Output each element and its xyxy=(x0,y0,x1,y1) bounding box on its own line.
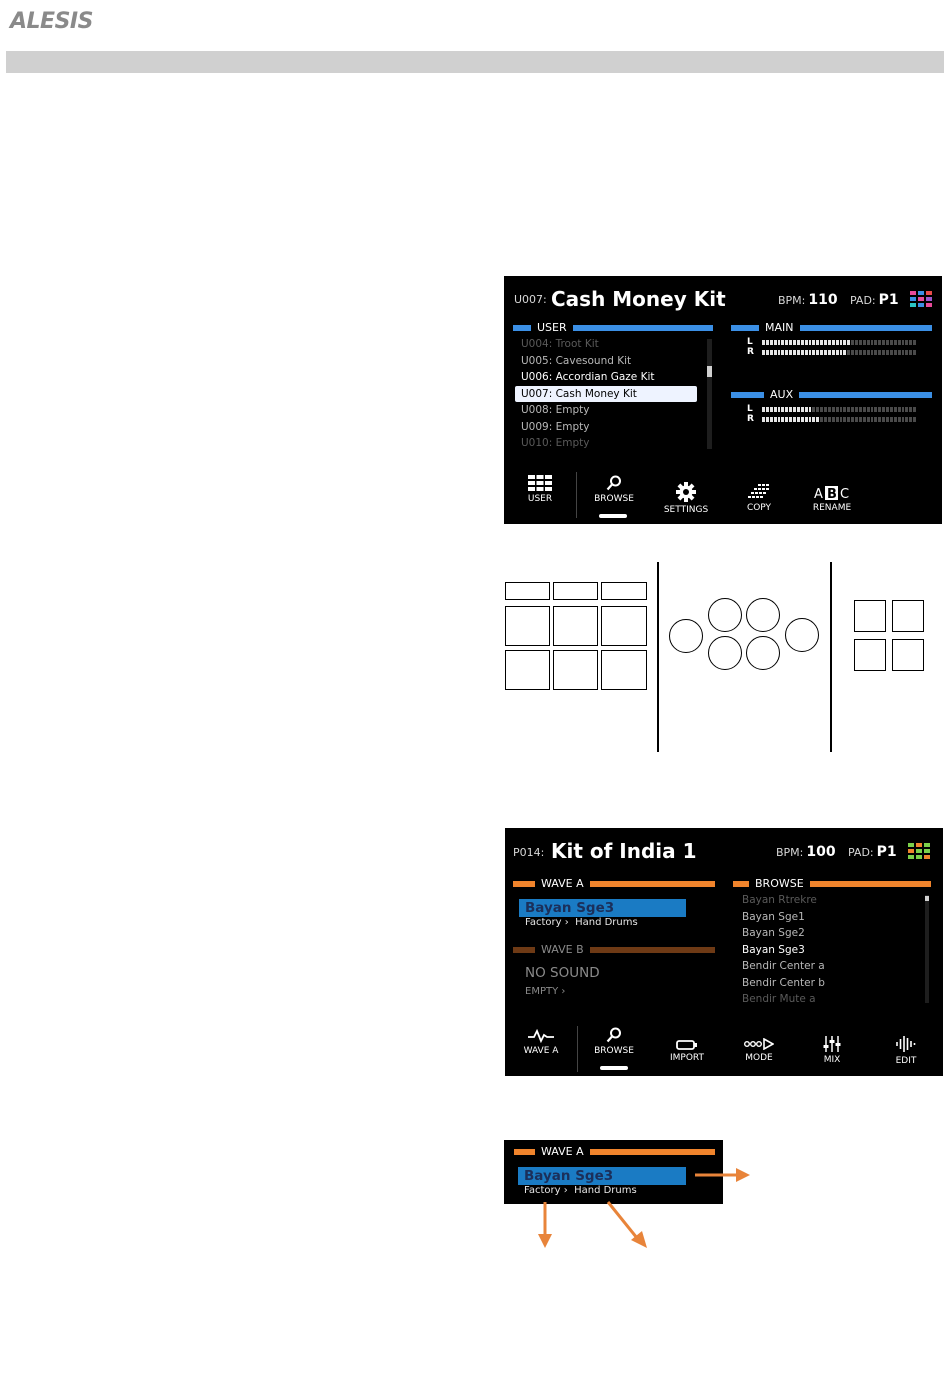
pad-layout-diagram xyxy=(500,560,930,752)
meter-segment xyxy=(836,407,839,412)
list-item[interactable]: U007: Cash Money Kit xyxy=(515,386,697,403)
meter-segment xyxy=(867,340,870,345)
meter-segment xyxy=(801,350,804,355)
aux-left-meter xyxy=(762,407,917,412)
meter-segment xyxy=(859,340,862,345)
list-item[interactable]: U005: Cavesound Kit xyxy=(521,354,632,367)
list-item[interactable]: Bendir Center b xyxy=(742,976,825,989)
list-item[interactable]: U010: Empty xyxy=(521,437,590,449)
meter-segment xyxy=(762,417,765,422)
main-right-label: R xyxy=(747,347,754,357)
meter-segment xyxy=(774,340,777,345)
meter-segment xyxy=(874,340,877,345)
meter-segment xyxy=(781,417,784,422)
meter-segment xyxy=(867,417,870,422)
meter-segment xyxy=(871,407,874,412)
meter-segment xyxy=(812,350,815,355)
list-item[interactable]: Bayan Rtrekre xyxy=(742,894,817,906)
meter-segment xyxy=(820,407,823,412)
pad-square xyxy=(892,600,924,632)
pad-square xyxy=(601,650,647,690)
waveform-icon xyxy=(528,1029,554,1043)
meter-segment xyxy=(778,340,781,345)
kit-browse-screen xyxy=(504,276,942,524)
wave-browse-scroll-thumb[interactable] xyxy=(925,896,929,901)
meter-segment xyxy=(905,407,908,412)
bpm-readout: BPM: 110 xyxy=(778,292,838,308)
pad-grid-icon xyxy=(908,843,930,859)
toolbar-edit-button[interactable] xyxy=(888,1035,924,1066)
aux-left-label: L xyxy=(747,404,753,414)
meter-segment xyxy=(816,340,819,345)
kit-list xyxy=(515,336,697,452)
list-item[interactable]: Bendir Center a xyxy=(742,960,825,972)
meter-segment xyxy=(851,350,854,355)
meter-segment xyxy=(840,340,843,345)
toolbar-divider xyxy=(577,1026,578,1072)
magnifier-icon xyxy=(606,475,622,491)
kit-code: P014: xyxy=(513,846,545,859)
meter-segment xyxy=(894,417,897,422)
meter-segment xyxy=(770,350,773,355)
toolbar-user-label: USER xyxy=(527,494,553,504)
meter-segment xyxy=(874,407,877,412)
meter-segment xyxy=(913,407,916,412)
meter-segment xyxy=(816,350,819,355)
toolbar-settings-button[interactable] xyxy=(656,482,716,515)
meter-segment xyxy=(840,407,843,412)
meter-segment xyxy=(828,340,831,345)
svg-text:B: B xyxy=(827,487,837,500)
meter-segment xyxy=(766,407,769,412)
meter-segment xyxy=(805,417,808,422)
alesis-logo: ALESIS xyxy=(10,9,93,34)
meter-segment xyxy=(832,407,835,412)
meter-segment xyxy=(805,340,808,345)
toolbar-mix-label: MIX xyxy=(823,1055,841,1065)
meter-segment xyxy=(905,340,908,345)
aux-right-meter xyxy=(762,417,917,422)
meter-segment xyxy=(840,350,843,355)
meter-segment xyxy=(847,340,850,345)
meter-segment xyxy=(913,417,916,422)
copy-icon xyxy=(748,484,770,500)
meter-segment xyxy=(805,350,808,355)
meter-segment xyxy=(812,407,815,412)
pad-square xyxy=(892,639,924,671)
list-item[interactable]: Bayan Sge2 xyxy=(742,927,805,939)
meter-segment xyxy=(847,417,850,422)
meter-segment xyxy=(878,350,881,355)
meter-segment xyxy=(781,350,784,355)
toolbar-copy-label: COPY xyxy=(746,503,772,513)
meter-segment xyxy=(859,417,862,422)
meter-segment xyxy=(797,417,800,422)
toolbar-import-label: IMPORT xyxy=(669,1053,705,1063)
kit-list-scroll-thumb[interactable] xyxy=(707,366,712,377)
meter-segment xyxy=(816,407,819,412)
meter-segment xyxy=(871,350,874,355)
meter-segment xyxy=(859,350,862,355)
meter-segment xyxy=(843,417,846,422)
pad-round xyxy=(669,619,703,653)
meter-segment xyxy=(843,407,846,412)
toolbar-browse-label: BROWSE xyxy=(594,494,634,504)
meter-segment xyxy=(886,340,889,345)
toolbar-browse-label: BROWSE xyxy=(594,1046,634,1056)
meter-segment xyxy=(789,350,792,355)
svg-text:C: C xyxy=(840,487,850,500)
pad-round xyxy=(785,618,819,652)
meter-segment xyxy=(909,407,912,412)
pad-readout: PAD: P1 xyxy=(850,292,899,308)
toolbar-mode-label: MODE xyxy=(745,1053,773,1063)
meter-segment xyxy=(828,350,831,355)
meter-segment xyxy=(878,417,881,422)
magnifier-icon xyxy=(606,1027,622,1043)
toolbar-wave-a-label: WAVE A xyxy=(523,1046,559,1056)
meter-segment xyxy=(863,417,866,422)
meter-segment xyxy=(770,407,773,412)
meter-segment xyxy=(824,417,827,422)
meter-segment xyxy=(797,407,800,412)
detail-wave-name: Bayan Sge3 xyxy=(524,1168,614,1184)
meter-segment xyxy=(762,350,765,355)
kit-list-scrollbar[interactable] xyxy=(707,339,712,449)
meter-segment xyxy=(843,340,846,345)
meter-segment xyxy=(778,350,781,355)
meter-segment xyxy=(871,340,874,345)
meter-segment xyxy=(793,350,796,355)
meter-segment xyxy=(867,407,870,412)
meter-segment xyxy=(812,340,815,345)
meter-segment xyxy=(793,340,796,345)
meter-segment xyxy=(913,340,916,345)
meter-segment xyxy=(793,417,796,422)
meter-segment xyxy=(778,407,781,412)
meter-segment xyxy=(882,350,885,355)
browse-active-indicator xyxy=(600,1066,628,1070)
meter-segment xyxy=(828,417,831,422)
meter-segment xyxy=(894,340,897,345)
mixer-icon xyxy=(823,1036,841,1052)
meter-segment xyxy=(909,417,912,422)
meter-segment xyxy=(905,417,908,422)
meter-segment xyxy=(785,350,788,355)
meter-segment xyxy=(909,340,912,345)
main-section-title: MAIN xyxy=(759,322,800,334)
pad-square xyxy=(553,650,598,690)
meter-segment xyxy=(886,417,889,422)
wave-browse-list xyxy=(736,892,916,1008)
import-icon xyxy=(676,1040,698,1050)
meter-segment xyxy=(843,350,846,355)
meter-segment xyxy=(851,340,854,345)
meter-segment xyxy=(863,340,866,345)
grid-icon xyxy=(528,475,552,491)
aux-section-title: AUX xyxy=(764,389,799,401)
meter-segment xyxy=(863,407,866,412)
browse-active-indicator xyxy=(599,514,627,518)
meter-segment xyxy=(863,350,866,355)
meter-segment xyxy=(774,417,777,422)
toolbar-browse-button[interactable] xyxy=(587,475,641,504)
meter-segment xyxy=(801,417,804,422)
pad-small xyxy=(601,582,647,600)
meter-segment xyxy=(890,407,893,412)
main-left-label: L xyxy=(747,337,753,347)
meter-segment xyxy=(785,417,788,422)
toolbar-wave-a-button[interactable] xyxy=(517,1029,565,1056)
meter-segment xyxy=(824,407,827,412)
pad-square xyxy=(854,639,886,671)
meter-segment xyxy=(855,407,858,412)
meter-segment xyxy=(801,407,804,412)
meter-segment xyxy=(809,350,812,355)
user-section-title: USER xyxy=(531,322,573,334)
meter-segment xyxy=(824,350,827,355)
meter-segment xyxy=(836,417,839,422)
meter-segment xyxy=(820,350,823,355)
toolbar-edit-label: EDIT xyxy=(895,1056,917,1066)
meter-segment xyxy=(855,340,858,345)
meter-segment xyxy=(851,417,854,422)
callout-arrows xyxy=(520,1160,760,1260)
meter-segment xyxy=(820,417,823,422)
meter-segment xyxy=(832,350,835,355)
meter-segment xyxy=(894,407,897,412)
kit-code: U007: xyxy=(514,293,547,306)
meter-segment xyxy=(898,340,901,345)
toolbar-user-button[interactable] xyxy=(517,475,563,504)
meter-segment xyxy=(847,350,850,355)
pad-square xyxy=(553,606,598,646)
wave-a-path: Factory › Hand Drums xyxy=(525,917,638,928)
kit-name: Cash Money Kit xyxy=(551,287,726,311)
toolbar-mix-button[interactable] xyxy=(814,1036,850,1065)
meter-segment xyxy=(766,350,769,355)
meter-segment xyxy=(789,407,792,412)
meter-segment xyxy=(902,407,905,412)
browse-section-title: BROWSE xyxy=(749,878,810,890)
toolbar-rename-button[interactable] xyxy=(804,486,860,513)
meter-segment xyxy=(886,350,889,355)
meter-segment xyxy=(797,350,800,355)
pad-square xyxy=(505,606,550,646)
meter-segment xyxy=(809,407,812,412)
meter-segment xyxy=(913,350,916,355)
pad-square xyxy=(505,650,550,690)
rename-icon xyxy=(814,486,850,500)
meter-segment xyxy=(801,340,804,345)
gear-icon xyxy=(676,482,696,502)
pad-round xyxy=(708,598,742,632)
list-item[interactable]: Bendir Mute a xyxy=(742,993,816,1005)
meter-segment xyxy=(898,417,901,422)
meter-segment xyxy=(902,340,905,345)
main-right-meter xyxy=(762,350,917,355)
meter-segment xyxy=(905,350,908,355)
wave-b-section-title: WAVE B xyxy=(535,944,590,956)
pad-square xyxy=(854,600,886,632)
meter-segment xyxy=(909,350,912,355)
meter-segment xyxy=(874,350,877,355)
meter-segment xyxy=(847,407,850,412)
pad-grid-icon xyxy=(910,291,932,307)
meter-segment xyxy=(781,407,784,412)
list-item[interactable]: U004: Troot Kit xyxy=(521,338,599,350)
meter-segment xyxy=(828,407,831,412)
wave-a-section-title: WAVE A xyxy=(535,878,590,890)
meter-segment xyxy=(812,417,815,422)
meter-segment xyxy=(836,340,839,345)
pad-round xyxy=(708,636,742,670)
meter-segment xyxy=(774,350,777,355)
meter-segment xyxy=(882,417,885,422)
meter-segment xyxy=(902,417,905,422)
meter-segment xyxy=(762,340,765,345)
meter-segment xyxy=(778,417,781,422)
meter-segment xyxy=(871,417,874,422)
meter-segment xyxy=(766,417,769,422)
toolbar-copy-button[interactable] xyxy=(736,484,782,513)
meter-segment xyxy=(859,407,862,412)
meter-segment xyxy=(789,340,792,345)
svg-text:A: A xyxy=(814,487,823,500)
list-item[interactable]: Bayan Sge1 xyxy=(742,910,805,923)
meter-segment xyxy=(774,407,777,412)
meter-segment xyxy=(793,407,796,412)
meter-segment xyxy=(890,417,893,422)
meter-segment xyxy=(781,340,784,345)
pad-small xyxy=(505,582,550,600)
meter-segment xyxy=(878,340,881,345)
meter-segment xyxy=(882,340,885,345)
aux-right-label: R xyxy=(747,414,754,424)
meter-segment xyxy=(785,340,788,345)
toolbar-rename-label: RENAME xyxy=(812,503,852,513)
meter-segment xyxy=(890,350,893,355)
meter-segment xyxy=(855,417,858,422)
detail-section-title: WAVE A xyxy=(535,1146,590,1158)
meter-segment xyxy=(797,340,800,345)
mode-icon xyxy=(744,1038,774,1050)
list-item[interactable]: Bayan Sge3 xyxy=(742,943,805,956)
meter-segment xyxy=(805,407,808,412)
pad-round xyxy=(746,598,780,632)
toolbar-browse-button[interactable] xyxy=(587,1027,641,1056)
meter-segment xyxy=(898,350,901,355)
section-header-bar xyxy=(6,51,944,73)
meter-segment xyxy=(898,407,901,412)
bpm-readout: BPM: 100 xyxy=(776,844,836,860)
wave-a-name: Bayan Sge3 xyxy=(525,900,615,916)
kit-name: Kit of India 1 xyxy=(551,839,697,863)
meter-segment xyxy=(874,417,877,422)
list-item[interactable]: U006: Accordian Gaze Kit xyxy=(521,371,655,383)
pad-square xyxy=(601,606,647,646)
edit-icon xyxy=(896,1035,916,1053)
meter-segment xyxy=(878,407,881,412)
list-item[interactable]: U009: Empty xyxy=(521,420,590,433)
pad-readout: PAD: P1 xyxy=(848,844,897,860)
pad-round xyxy=(746,636,780,670)
meter-segment xyxy=(886,407,889,412)
meter-segment xyxy=(824,340,827,345)
wave-b-path: EMPTY › xyxy=(525,986,566,997)
main-left-meter xyxy=(762,340,917,345)
toolbar-settings-label: SETTINGS xyxy=(663,505,709,515)
toolbar-import-button[interactable] xyxy=(665,1040,709,1063)
diagram-divider xyxy=(657,562,659,752)
detail-wave-path: Factory › Hand Drums xyxy=(524,1185,637,1196)
meter-segment xyxy=(836,350,839,355)
meter-segment xyxy=(820,340,823,345)
toolbar-mode-button[interactable] xyxy=(739,1038,779,1063)
meter-segment xyxy=(832,340,835,345)
meter-segment xyxy=(770,417,773,422)
wave-browse-screen xyxy=(505,828,943,1076)
meter-segment xyxy=(894,350,897,355)
meter-segment xyxy=(840,417,843,422)
wave-b-name: NO SOUND xyxy=(525,965,600,981)
meter-segment xyxy=(855,350,858,355)
meter-segment xyxy=(789,417,792,422)
aux-section-bar xyxy=(731,392,932,398)
meter-segment xyxy=(902,350,905,355)
meter-segment xyxy=(809,417,812,422)
wave-browse-scrollbar[interactable] xyxy=(925,895,929,1003)
meter-segment xyxy=(867,350,870,355)
toolbar-divider xyxy=(576,472,577,518)
meter-segment xyxy=(809,340,812,345)
diagram-divider xyxy=(830,562,832,752)
pad-small xyxy=(553,582,598,600)
meter-segment xyxy=(882,407,885,412)
meter-segment xyxy=(816,417,819,422)
meter-segment xyxy=(762,407,765,412)
meter-segment xyxy=(851,407,854,412)
meter-segment xyxy=(832,417,835,422)
list-item[interactable]: U008: Empty xyxy=(521,404,590,416)
meter-segment xyxy=(890,340,893,345)
meter-segment xyxy=(770,340,773,345)
meter-segment xyxy=(766,340,769,345)
meter-segment xyxy=(785,407,788,412)
